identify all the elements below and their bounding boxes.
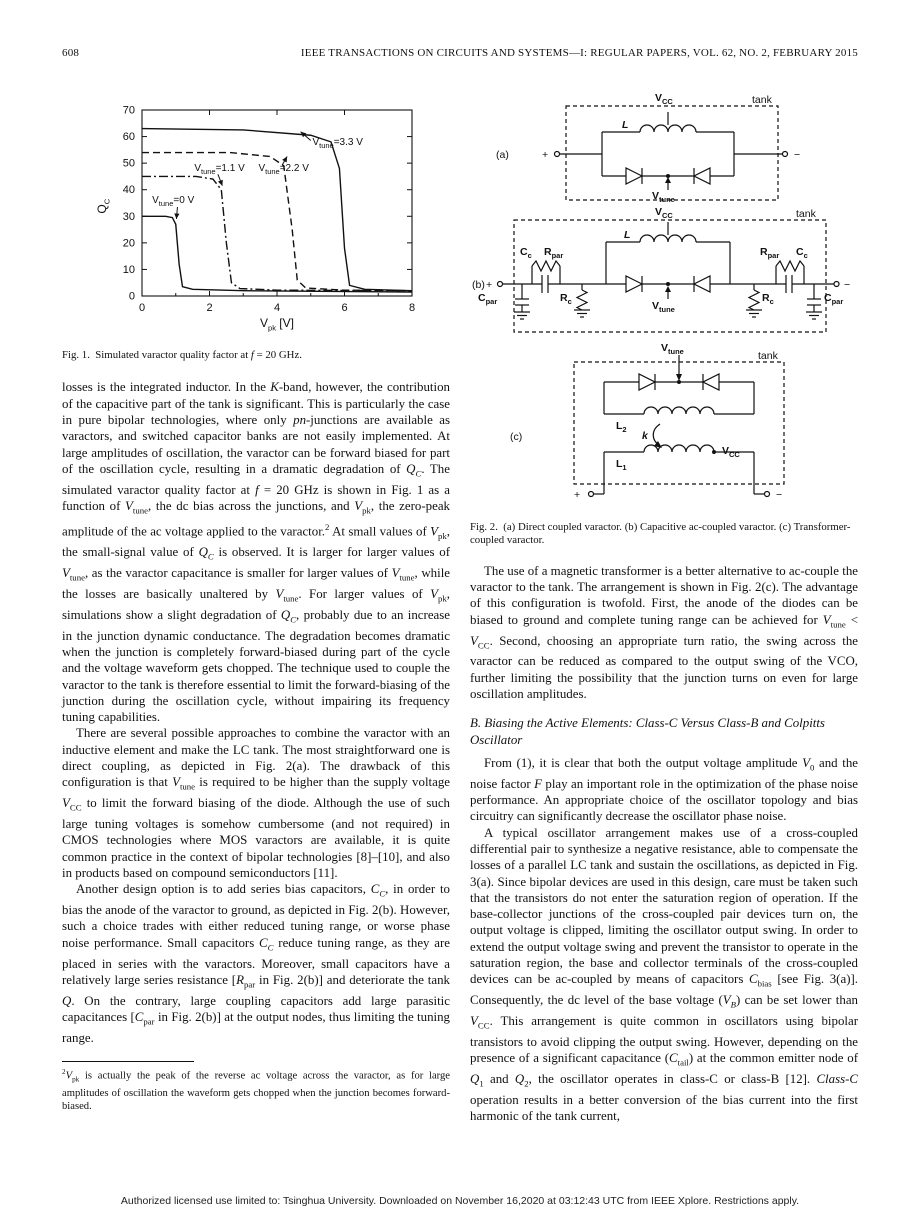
vcc-label: $V_{CC}$ bbox=[722, 445, 740, 460]
paragraph: A typical oscillator arrangement makes use of a cross-coupled differential pair to synthesize a negative resistance, able to compensate the losses of a parallel LC tank and sustain the oscillations, as depicted in Fig. 3(a). Since bipolar devices are used in this design, care must be taken such that the transistors do not enter the saturation region of operation. If the base-collector junctions of the cross-coupled pair devices turn on, the output voltage is clipped, limiting the oscillator output swing. In order to extend the output voltage swing and prevent the transistor to operate in the saturation region, the base and collector terminals of the cross-coupled devices can be ac-coupled by means of capacitors $C_{bias}$ [see Fig. 3(a)]. Consequently, the dc level of the base voltage $(V_B)$ can be set lower than $V_{CC}$. This arrangement is quite common in oscillators using bipolar transistors to avoid clipping the output swing. However, depending on the presence of a significant capacitance $(C_{tail})$ at the common emitter node of $Q_1$ and $Q_2$, the oscillator operates in class-C or class-B [12]. Class-C operation results in a better conversion of the bias current into the first harmonic of the tank current, bbox=[470, 825, 859, 1124]
vtune-label: $V_{tune}$ bbox=[652, 190, 675, 205]
two-column-body bbox=[62, 92, 858, 1125]
l2-label: $L_2$ bbox=[616, 420, 627, 435]
svg-text:70: 70 bbox=[122, 104, 135, 117]
panel-a-circuit bbox=[555, 106, 788, 200]
l1-label: $L_1$ bbox=[616, 458, 627, 473]
svg-text:6: 6 bbox=[341, 302, 348, 314]
chart-annotation: $V_{tune}=1.1$ V bbox=[194, 162, 245, 176]
fig1-caption: Fig. 1. Simulated varactor quality factor at f = 20 GHz. bbox=[62, 349, 302, 361]
resistor-icon bbox=[577, 290, 587, 310]
varactor-diode-icon bbox=[694, 168, 710, 184]
fig2-panel-a bbox=[470, 92, 858, 206]
tank-label: tank bbox=[758, 350, 778, 362]
cpar-label: $C_{par}$ bbox=[824, 292, 844, 307]
svg-text:0: 0 bbox=[128, 290, 135, 303]
vtune-label: $V_{tune}$ bbox=[652, 300, 675, 315]
svg-text:2: 2 bbox=[206, 302, 213, 314]
coupling-arrow bbox=[653, 424, 660, 446]
arrow-up-icon bbox=[665, 177, 671, 183]
ground-icon bbox=[574, 310, 590, 317]
ground-icon bbox=[514, 312, 530, 319]
coupling-k-label: k bbox=[642, 430, 648, 442]
footnote: $^2V_{pk}$ is actually the peak of the reverse ac voltage across the varactor, as for large amplitudes of oscillation the waveform gets chopped when the junction becomes forward-biased. bbox=[62, 1061, 450, 1113]
fig2-panel-c bbox=[470, 342, 858, 510]
inductor-icon bbox=[640, 125, 696, 132]
left-column bbox=[62, 92, 450, 1125]
svg-text:10: 10 bbox=[122, 263, 135, 276]
vcc-tap-dot bbox=[712, 450, 716, 454]
node-dot bbox=[677, 380, 681, 384]
svg-text:40: 40 bbox=[122, 184, 135, 197]
terminal-icon bbox=[783, 152, 788, 157]
chart-annotation: $V_{tune}=0$ V bbox=[152, 194, 195, 208]
rpar-label: $R_{par}$ bbox=[760, 246, 780, 261]
resistor-icon bbox=[749, 290, 759, 310]
paragraph: There are several possible approaches to combine the varactor with an inductive element and make the LC tank. The most straightforward one is direct coupling, as depicted in Fig. 2(a). The drawback of this configuration is that $V_{tune}$ is required to be higher than the supply voltage $V_{CC}$ to limit the forward biasing of the diode. Although the use of such large tuning voltages is somehow cumbersome (and not required) in CMOS technologies where MOS varactors are available, it is quite common practice in the context of bipolar technologies [8]–[10], and also in products based on compound semiconductors [11]. bbox=[62, 726, 451, 880]
vcc-label: $V_{CC}$ bbox=[655, 92, 673, 107]
fig1-x-axis-label: $V_{pk}$ [V] bbox=[260, 316, 294, 333]
tank-outline bbox=[566, 106, 778, 200]
right-column-text bbox=[470, 563, 858, 1125]
cpar-label: $C_{par}$ bbox=[478, 292, 498, 307]
svg-text:8: 8 bbox=[408, 302, 416, 314]
terminal-icon bbox=[834, 282, 839, 287]
rpar-label: $R_{par}$ bbox=[544, 246, 564, 261]
varactor-diode-icon bbox=[626, 168, 642, 184]
node-dot bbox=[666, 282, 670, 286]
license-footer: Authorized licensed use limited to: Tsinghua University. Downloaded on November 16,2020 at 03:12:43 UTC from IEEE Xplore. Restrictions apply. bbox=[120, 1195, 800, 1207]
fig2-panel-a-svg bbox=[470, 92, 858, 206]
varactor-diode-icon bbox=[626, 276, 642, 292]
chart-annotation: $V_{tune}=3.3$ V bbox=[312, 137, 363, 150]
fig2-panel-b-svg bbox=[470, 206, 858, 342]
inductor-icon bbox=[644, 445, 714, 452]
vtune-label: $V_{tune}$ bbox=[661, 342, 684, 357]
fig2-panel-c-svg bbox=[470, 342, 858, 510]
figure-1 bbox=[62, 98, 450, 362]
ground-icon bbox=[746, 310, 762, 317]
inductor-label: L bbox=[624, 229, 631, 241]
vcc-label: $V_{CC}$ bbox=[655, 206, 673, 221]
figure-2 bbox=[470, 92, 858, 548]
terminal-icon bbox=[498, 282, 503, 287]
plus-terminal-label: + bbox=[486, 279, 493, 291]
inductor-label: L bbox=[622, 119, 629, 131]
resistor-icon bbox=[776, 261, 804, 271]
journal-title: IEEE TRANSACTIONS ON CIRCUITS AND SYSTEMS—I: REGULAR PAPERS, VOL. 62, NO. 2, FEBRUARY 2015 bbox=[300, 47, 858, 59]
terminal-icon bbox=[589, 492, 594, 497]
plus-terminal-label: + bbox=[574, 489, 581, 501]
fig1-y-axis-label: $Q_C$ bbox=[95, 198, 112, 214]
terminal-icon bbox=[555, 152, 560, 157]
panel-c-circuit bbox=[574, 355, 784, 497]
fig2-caption: Fig. 2. (a) Direct coupled varactor. (b) Capacitive ac-coupled varactor. (c) Transformer-coupled varactor. bbox=[470, 521, 851, 547]
rc-label: $R_c$ bbox=[762, 292, 774, 307]
paragraph: Another design option is to add series bias capacitors, $C_C$, in order to bias the anode of the varactor to ground, as depicted in Fig. 2(b). However, such a choice trades with either reduced tuning range, or worse phase noise performance. Small capacitors $C_C$ reduce tuning range, as they are placed in series with the varactors. Moreover, small capacitors have a relatively large series resistance [$R_{par}$ in Fig. 2(b)] and deteriorate the tank Q. On the contrary, large coupling capacitors add large parasitic capacitances [$C_{par}$ in Fig. 2(b)] at the output nodes, thus limiting the tuning range. bbox=[62, 882, 451, 1045]
panel-b-label: (b) bbox=[472, 279, 485, 291]
panel-a-label: (a) bbox=[496, 149, 509, 161]
minus-terminal-label: − bbox=[794, 149, 801, 161]
svg-text:60: 60 bbox=[122, 131, 135, 144]
section-heading-text: B. Biasing the Active Elements: Class-C Versus Class-B and Colpitts Oscillator bbox=[470, 716, 825, 747]
terminal-icon bbox=[765, 492, 770, 497]
page-number: 608 bbox=[62, 47, 80, 59]
minus-terminal-label: − bbox=[776, 489, 783, 501]
paragraph: The use of a magnetic transformer is a better alternative to ac-couple the varactor to the tank. The arrangement is shown in Fig. 2(c). The advantage of this configuration is twofold. First, the anode of the diodes can be biased to ground and complete tuning range can be achieved for $V_{tune} < V_{CC}$. Second, choosing an appropriate turn ratio, the swing across the varactor can be reduced as compared to the output swing of the VCO, further limiting the possibility that the junction turns on even for large oscillation amplitudes. bbox=[470, 563, 859, 702]
fig1-chart-svg bbox=[96, 98, 426, 334]
svg-text:0: 0 bbox=[138, 302, 146, 314]
paragraph: losses is the integrated inductor. In the K-band, however, the contribution of the capacitive part of the tank is significant. This is particularly the case in pure bipolar technologies, where only pn-junctions are available as varactors, and switched capacitor banks are not easily implemented. At large amplitudes of oscillation, the varactor can be forward biased for part of the oscillation cycle, resulting in a dramatic degradation of $Q_C$. The simulated varactor quality factor at f = 20 GHz is shown in Fig. 1 as a function of $V_{tune}$, the dc bias across the junctions, and $V_{pk}$, the zero-peak amplitude of the ac voltage applied to the varactor.$^2$ At small values of $V_{pk}$, the small-signal value of $Q_C$ is observed. It is larger for larger values of $V_{tune}$, as the varactor capacitance is smaller for larger values of $V_{tune}$, while the losses are basically unaltered by $V_{tune}$. For larger values of $V_{pk}$, simulations show a slight degradation of $Q_C$, probably due to an increase in the junction dynamic conductance. The degradation becomes dramatic when the junction is completely forward-biased during part of the cycle and the voltage waveform gets chopped. The technique used to couple the varactor to the tank is therefore essential to limit the forward-biasing of the junction during the oscillation cycle, without impairing its frequency tuning capabilities. bbox=[62, 380, 451, 725]
arrow-up-icon bbox=[665, 286, 671, 292]
svg-text:20: 20 bbox=[122, 237, 135, 250]
paragraph: From (1), it is clear that both the output voltage amplitude $V_0$ and the noise factor F play an important role in the optimization of the phase noise performance. An appropriate choice of the oscillator topology and bias circuitry can significantly decrease the oscillator phase noise. bbox=[470, 755, 858, 824]
tank-label: tank bbox=[796, 208, 816, 220]
resistor-icon bbox=[532, 261, 560, 271]
left-column-text bbox=[62, 379, 450, 1046]
inductor-icon bbox=[640, 235, 696, 242]
svg-text:50: 50 bbox=[122, 157, 135, 170]
inductor-icon bbox=[644, 407, 714, 414]
ground-icon bbox=[806, 312, 822, 319]
panel-c-label: (c) bbox=[510, 431, 523, 443]
arrow-down-icon bbox=[676, 374, 682, 381]
section-heading-b bbox=[470, 715, 858, 748]
chart-annotation: $V_{tune}=2.2$ V bbox=[258, 162, 309, 176]
cc-label: $C_c$ bbox=[796, 246, 808, 261]
rc-label: $R_c$ bbox=[560, 292, 572, 307]
plus-terminal-label: + bbox=[542, 149, 549, 161]
varactor-diode-icon bbox=[703, 374, 719, 390]
tank-label: tank bbox=[752, 94, 772, 106]
fig2-panel-b bbox=[470, 206, 858, 342]
minus-terminal-label: − bbox=[844, 279, 851, 291]
panel-b-circuit bbox=[498, 220, 840, 332]
varactor-diode-icon bbox=[694, 276, 710, 292]
cc-label: $C_c$ bbox=[520, 246, 532, 261]
varactor-diode-icon bbox=[639, 374, 655, 390]
right-column bbox=[470, 92, 858, 1125]
svg-text:30: 30 bbox=[122, 210, 135, 223]
svg-text:4: 4 bbox=[273, 302, 281, 314]
page-header bbox=[62, 47, 858, 59]
fig1-chart bbox=[96, 98, 426, 338]
